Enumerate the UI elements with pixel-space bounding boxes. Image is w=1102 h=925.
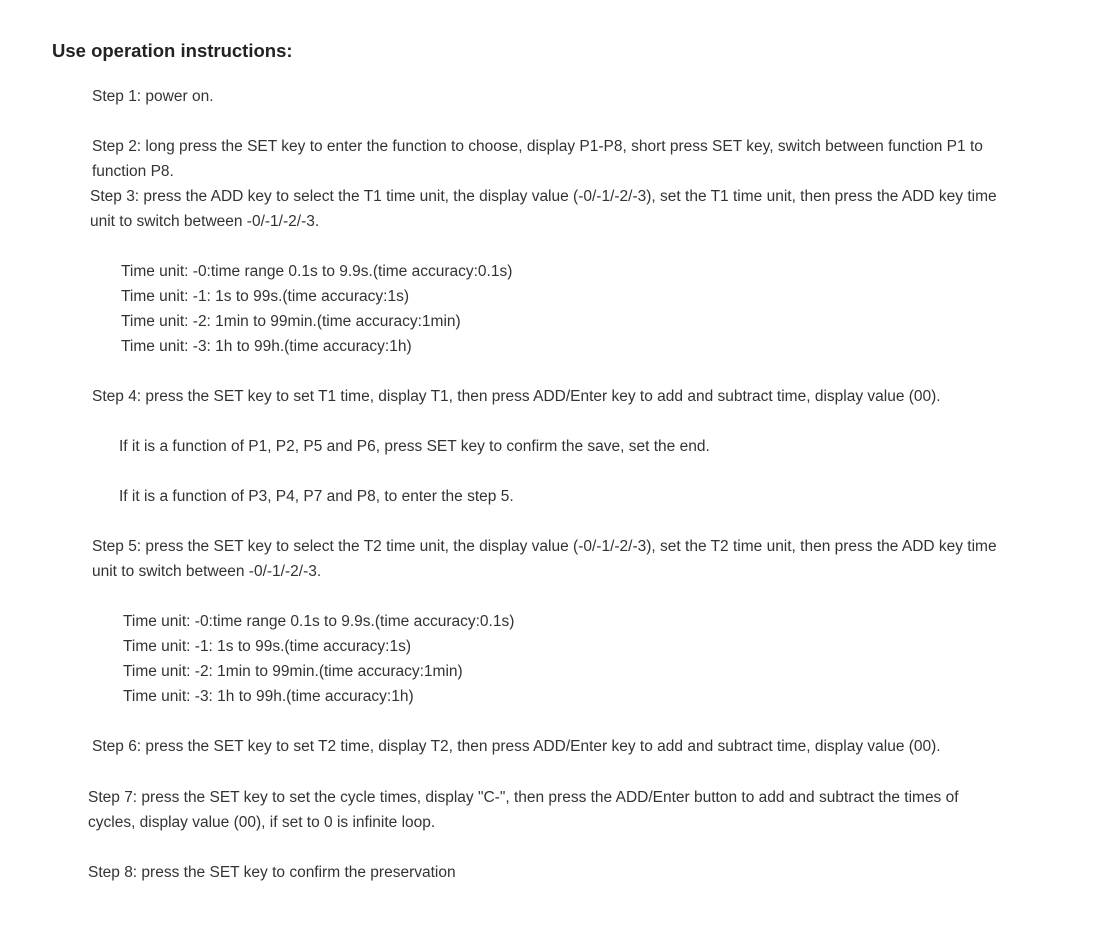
step-7-text: Step 7: press the SET key to set the cycle times, display "C-", then press the ADD/Enter button to add and subtract the times of <box>88 789 959 806</box>
t2-time-unit-3: Time unit: -3: 1h to 99h.(time accuracy:1h) <box>123 688 414 705</box>
step-4-text: Step 4: press the SET key to set T1 time, display T1, then press ADD/Enter key to add and subtract time, display value (00). <box>92 388 941 405</box>
step-1-text: Step 1: power on. <box>92 88 214 105</box>
t2-time-unit-0: Time unit: -0:time range 0.1s to 9.9s.(time accuracy:0.1s) <box>123 613 515 630</box>
step-5-text-continued: unit to switch between -0/-1/-2/-3. <box>92 563 322 580</box>
step-7-text-continued: cycles, display value (00), if set to 0 is infinite loop. <box>88 814 436 831</box>
step-2-text-continued: function P8. <box>92 163 174 180</box>
t2-time-unit-1: Time unit: -1: 1s to 99s.(time accuracy:1s) <box>123 638 411 655</box>
t1-time-unit-3: Time unit: -3: 1h to 99h.(time accuracy:1h) <box>121 338 412 355</box>
step-6-text: Step 6: press the SET key to set T2 time, display T2, then press ADD/Enter key to add and subtract time, display value (00). <box>92 738 941 755</box>
step-2-text: Step 2: long press the SET key to enter the function to choose, display P1-P8, short press SET key, switch between function P1 to <box>92 138 983 155</box>
step-3-text: Step 3: press the ADD key to select the T1 time unit, the display value (-0/-1/-2/-3), set the T1 time unit, then press the ADD key time <box>90 188 997 205</box>
t1-time-unit-0: Time unit: -0:time range 0.1s to 9.9s.(time accuracy:0.1s) <box>121 263 513 280</box>
step-4-note-p1-p2-p5-p6: If it is a function of P1, P2, P5 and P6, press SET key to confirm the save, set the end. <box>119 438 710 455</box>
step-4-note-p3-p4-p7-p8: If it is a function of P3, P4, P7 and P8, to enter the step 5. <box>119 488 514 505</box>
t1-time-unit-2: Time unit: -2: 1min to 99min.(time accuracy:1min) <box>121 313 461 330</box>
step-5-text: Step 5: press the SET key to select the T2 time unit, the display value (-0/-1/-2/-3), set the T2 time unit, then press the ADD key time <box>92 538 997 555</box>
step-3-text-continued: unit to switch between -0/-1/-2/-3. <box>90 213 320 230</box>
t1-time-unit-1: Time unit: -1: 1s to 99s.(time accuracy:1s) <box>121 288 409 305</box>
step-8-text: Step 8: press the SET key to confirm the preservation <box>88 864 456 881</box>
page-title: Use operation instructions: <box>52 40 293 61</box>
t2-time-unit-2: Time unit: -2: 1min to 99min.(time accuracy:1min) <box>123 663 463 680</box>
